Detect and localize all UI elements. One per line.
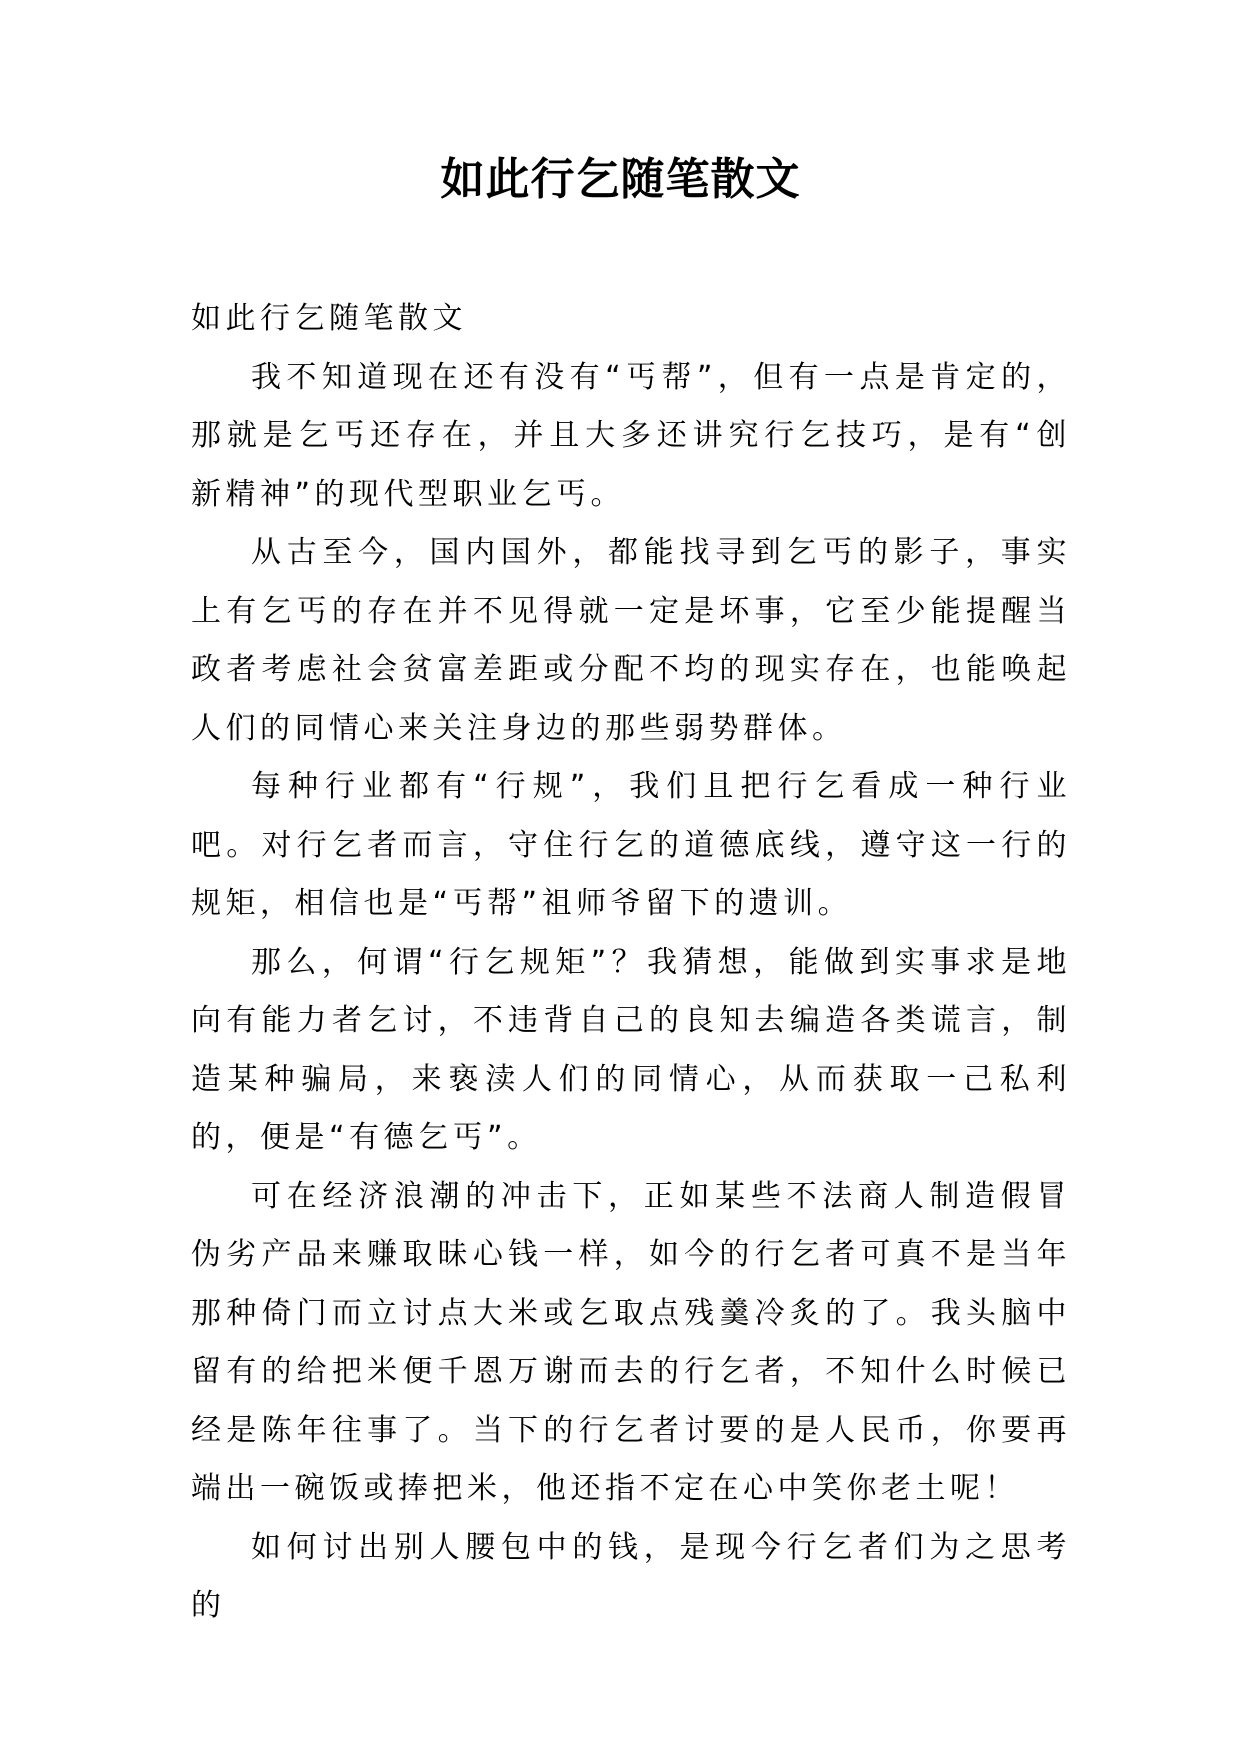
document-title: 如此行乞随笔散文 — [440, 154, 801, 205]
document-subtitle: 如此行乞随笔散文 — [191, 301, 467, 336]
paragraph-3: 每种行业都有“行规”，我们且把行乞看成一种行业吧。对行乞者而言，守住行乞的道德底线，遵守这一行的规矩，相信也是“丐帮”祖师爷留下的遗训。 — [191, 769, 1071, 921]
document-body — [191, 290, 1071, 1636]
paragraph-6: 如何讨出别人腰包中的钱，是现今行乞者们为之思考的 — [191, 1529, 1071, 1623]
paragraph-5: 可在经济浪潮的冲击下，正如某些不法商人制造假冒伪劣产品来赚取昧心钱一样，如今的行乞者可真不是当年那种倚门而立讨点大米或乞取点残羹冷炙的了。我头脑中留有的给把米便千恩万谢而去的行乞者，不知什么时候已经是陈年往事了。当下的行乞者讨要的是人民币，你要再端出一碗饭或捧把米，他还指不定在心中笑你老土呢！ — [191, 1178, 1071, 1506]
paragraph-4: 那么，何谓“行乞规矩”？我猜想，能做到实事求是地向有能力者乞讨，不违背自己的良知去编造各类谎言，制造某种骗局，来亵渎人们的同情心，从而获取一己私利的，便是“有德乞丐”。 — [191, 944, 1071, 1155]
paragraph-2: 从古至今，国内国外，都能找寻到乞丐的影子，事实上有乞丐的存在并不见得就一定是坏事，它至少能提醒当政者考虑社会贫富差距或分配不均的现实存在，也能唤起人们的同情心来关注身边的那些弱势群体。 — [191, 535, 1071, 746]
paragraph-1: 我不知道现在还有没有“丐帮”，但有一点是肯定的，那就是乞丐还存在，并且大多还讲究行乞技巧，是有“创新精神”的现代型职业乞丐。 — [191, 359, 1071, 512]
